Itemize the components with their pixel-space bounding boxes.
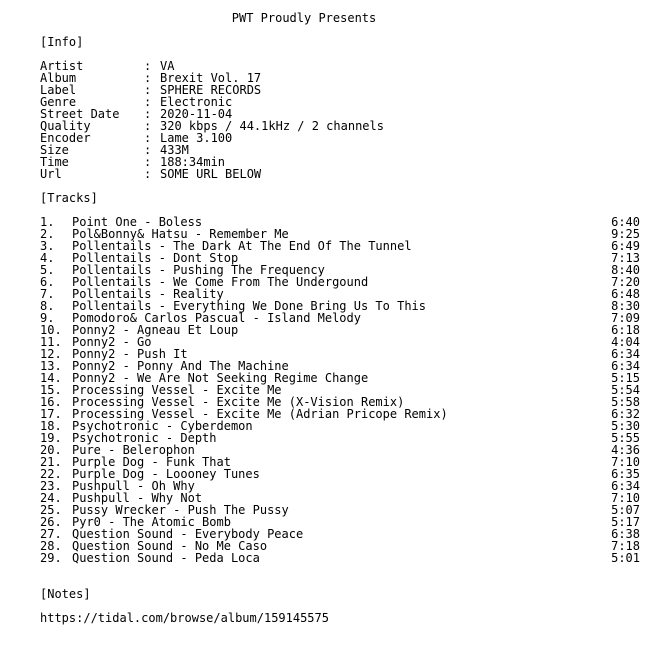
track-number: 7.	[40, 287, 55, 301]
track-number: 14.	[40, 371, 62, 385]
track-number: 24.	[40, 491, 62, 505]
track-duration: 6:48	[611, 287, 640, 301]
track-title: Pyr0 - The Atomic Bomb	[72, 515, 231, 529]
track-title: Pollentails - Everything We Done Bring Us To This	[72, 299, 427, 313]
track-number: 12.	[40, 347, 62, 361]
info-heading: [Info]	[40, 35, 84, 49]
info-key: Time	[40, 155, 69, 169]
track-number: 21.	[40, 455, 62, 469]
track-title: Purple Dog - Loooney Tunes	[72, 467, 260, 481]
track-title: Question Sound - Everybody Peace	[72, 527, 304, 541]
track-row	[40, 552, 640, 564]
info-value: 2020-11-04	[160, 107, 233, 121]
info-key: Quality	[40, 119, 91, 133]
info-separator: :	[144, 119, 152, 133]
track-title: Psychotronic - Depth	[72, 431, 217, 445]
track-duration: 6:34	[611, 359, 640, 373]
track-number: 5.	[40, 263, 55, 277]
track-title: Psychotronic - Cyberdemon	[72, 419, 253, 433]
track-number: 28.	[40, 539, 62, 553]
track-duration: 6:40	[611, 215, 640, 229]
info-separator: :	[144, 143, 152, 157]
info-value: Brexit Vol. 17	[160, 71, 262, 85]
track-number: 20.	[40, 443, 62, 457]
track-duration: 7:09	[611, 311, 640, 325]
track-duration: 7:10	[611, 491, 640, 505]
track-number: 25.	[40, 503, 62, 517]
track-title: Pollentails - Pushing The Frequency	[72, 263, 325, 277]
track-duration: 6:18	[611, 323, 640, 337]
info-key: Url	[40, 167, 62, 181]
track-title: Question Sound - Peda Loca	[72, 551, 260, 565]
track-title: Pollentails - Dont Stop	[72, 251, 239, 265]
info-key: Album	[40, 71, 77, 85]
track-duration: 7:18	[611, 539, 640, 553]
track-duration: 6:34	[611, 347, 640, 361]
track-number: 1.	[40, 215, 55, 229]
track-duration: 5:15	[611, 371, 640, 385]
track-duration: 5:17	[611, 515, 640, 529]
track-duration: 6:35	[611, 467, 640, 481]
track-duration: 6:34	[611, 479, 640, 493]
track-number: 27.	[40, 527, 62, 541]
track-number: 6.	[40, 275, 55, 289]
track-title: Pomodoro& Carlos Pascual - Island Melody	[72, 311, 361, 325]
track-number: 13.	[40, 359, 62, 373]
track-duration: 7:10	[611, 455, 640, 469]
track-title: Pushpull - Why Not	[72, 491, 203, 505]
track-duration: 5:58	[611, 395, 640, 409]
track-number: 11.	[40, 335, 62, 349]
info-separator: :	[144, 155, 152, 169]
track-duration: 4:04	[611, 335, 640, 349]
info-key: Artist	[40, 59, 84, 73]
track-title: Processing Vessel - Excite Me (Adrian Pricope Remix)	[72, 407, 448, 421]
track-duration: 6:49	[611, 239, 640, 253]
info-separator: :	[144, 107, 152, 121]
track-title: Processing Vessel - Excite Me	[72, 383, 282, 397]
track-number: 9.	[40, 311, 55, 325]
track-title: Pollentails - We Come From The Undergound	[72, 275, 369, 289]
info-value: SPHERE RECORDS	[160, 83, 262, 97]
info-value: Lame 3.100	[160, 131, 233, 145]
track-duration: 9:25	[611, 227, 640, 241]
track-title: Pollentails - Reality	[72, 287, 224, 301]
track-title: Pussy Wrecker - Push The Pussy	[72, 503, 289, 517]
track-title: Ponny2 - We Are Not Seeking Regime Change	[72, 371, 369, 385]
track-number: 8.	[40, 299, 55, 313]
info-separator: :	[144, 131, 152, 145]
track-duration: 7:20	[611, 275, 640, 289]
track-title: Question Sound - No Me Caso	[72, 539, 268, 553]
track-number: 26.	[40, 515, 62, 529]
info-separator: :	[144, 95, 152, 109]
track-title: Ponny2 - Ponny And The Machine	[72, 359, 289, 373]
page-title: PWT Proudly Presents	[231, 11, 377, 25]
track-title: Purple Dog - Funk That	[72, 455, 231, 469]
track-number: 29.	[40, 551, 62, 565]
info-value: 188:34min	[160, 155, 226, 169]
track-number: 10.	[40, 323, 62, 337]
track-title: Ponny2 - Go	[72, 335, 152, 349]
track-number: 18.	[40, 419, 62, 433]
track-title: Ponny2 - Push It	[72, 347, 188, 361]
track-number: 23.	[40, 479, 62, 493]
track-number: 3.	[40, 239, 55, 253]
info-value: 433M	[160, 143, 189, 157]
track-duration: 7:13	[611, 251, 640, 265]
track-number: 16.	[40, 395, 62, 409]
info-separator: :	[144, 83, 152, 97]
info-value: Electronic	[160, 95, 233, 109]
track-title: Processing Vessel - Excite Me (X-Vision Remix)	[72, 395, 405, 409]
info-key: Size	[40, 143, 69, 157]
info-separator: :	[144, 71, 152, 85]
info-value: 320 kbps / 44.1kHz / 2 channels	[160, 119, 384, 133]
track-title: Pollentails - The Dark At The End Of The Tunnel	[72, 239, 412, 253]
info-key: Label	[40, 83, 77, 97]
track-duration: 5:54	[611, 383, 640, 397]
info-key: Genre	[40, 95, 77, 109]
track-duration: 8:40	[611, 263, 640, 277]
track-duration: 4:36	[611, 443, 640, 457]
track-duration: 5:55	[611, 431, 640, 445]
track-title: Pol&Bonny& Hatsu - Remember Me	[72, 227, 289, 241]
tracks-heading: [Tracks]	[40, 191, 98, 205]
track-duration: 8:30	[611, 299, 640, 313]
info-key: Street Date	[40, 107, 120, 121]
info-value: SOME URL BELOW	[160, 167, 262, 181]
track-title: Ponny2 - Agneau Et Loup	[72, 323, 239, 337]
track-number: 22.	[40, 467, 62, 481]
track-number: 15.	[40, 383, 62, 397]
track-duration: 6:32	[611, 407, 640, 421]
track-number: 17.	[40, 407, 62, 421]
info-value: VA	[160, 59, 175, 73]
info-separator: :	[144, 167, 152, 181]
track-title: Pushpull - Oh Why	[72, 479, 195, 493]
track-duration: 5:01	[611, 551, 640, 565]
track-number: 2.	[40, 227, 55, 241]
track-duration: 5:30	[611, 419, 640, 433]
info-key: Encoder	[40, 131, 91, 145]
track-duration: 5:07	[611, 503, 640, 517]
track-number: 4.	[40, 251, 55, 265]
notes-url: https://tidal.com/browse/album/159145575	[40, 611, 329, 625]
track-title: Pure - Belerophon	[72, 443, 195, 457]
track-number: 19.	[40, 431, 62, 445]
notes-heading: [Notes]	[40, 587, 91, 601]
info-separator: :	[144, 59, 152, 73]
track-title: Point One - Boless	[72, 215, 203, 229]
track-duration: 6:38	[611, 527, 640, 541]
